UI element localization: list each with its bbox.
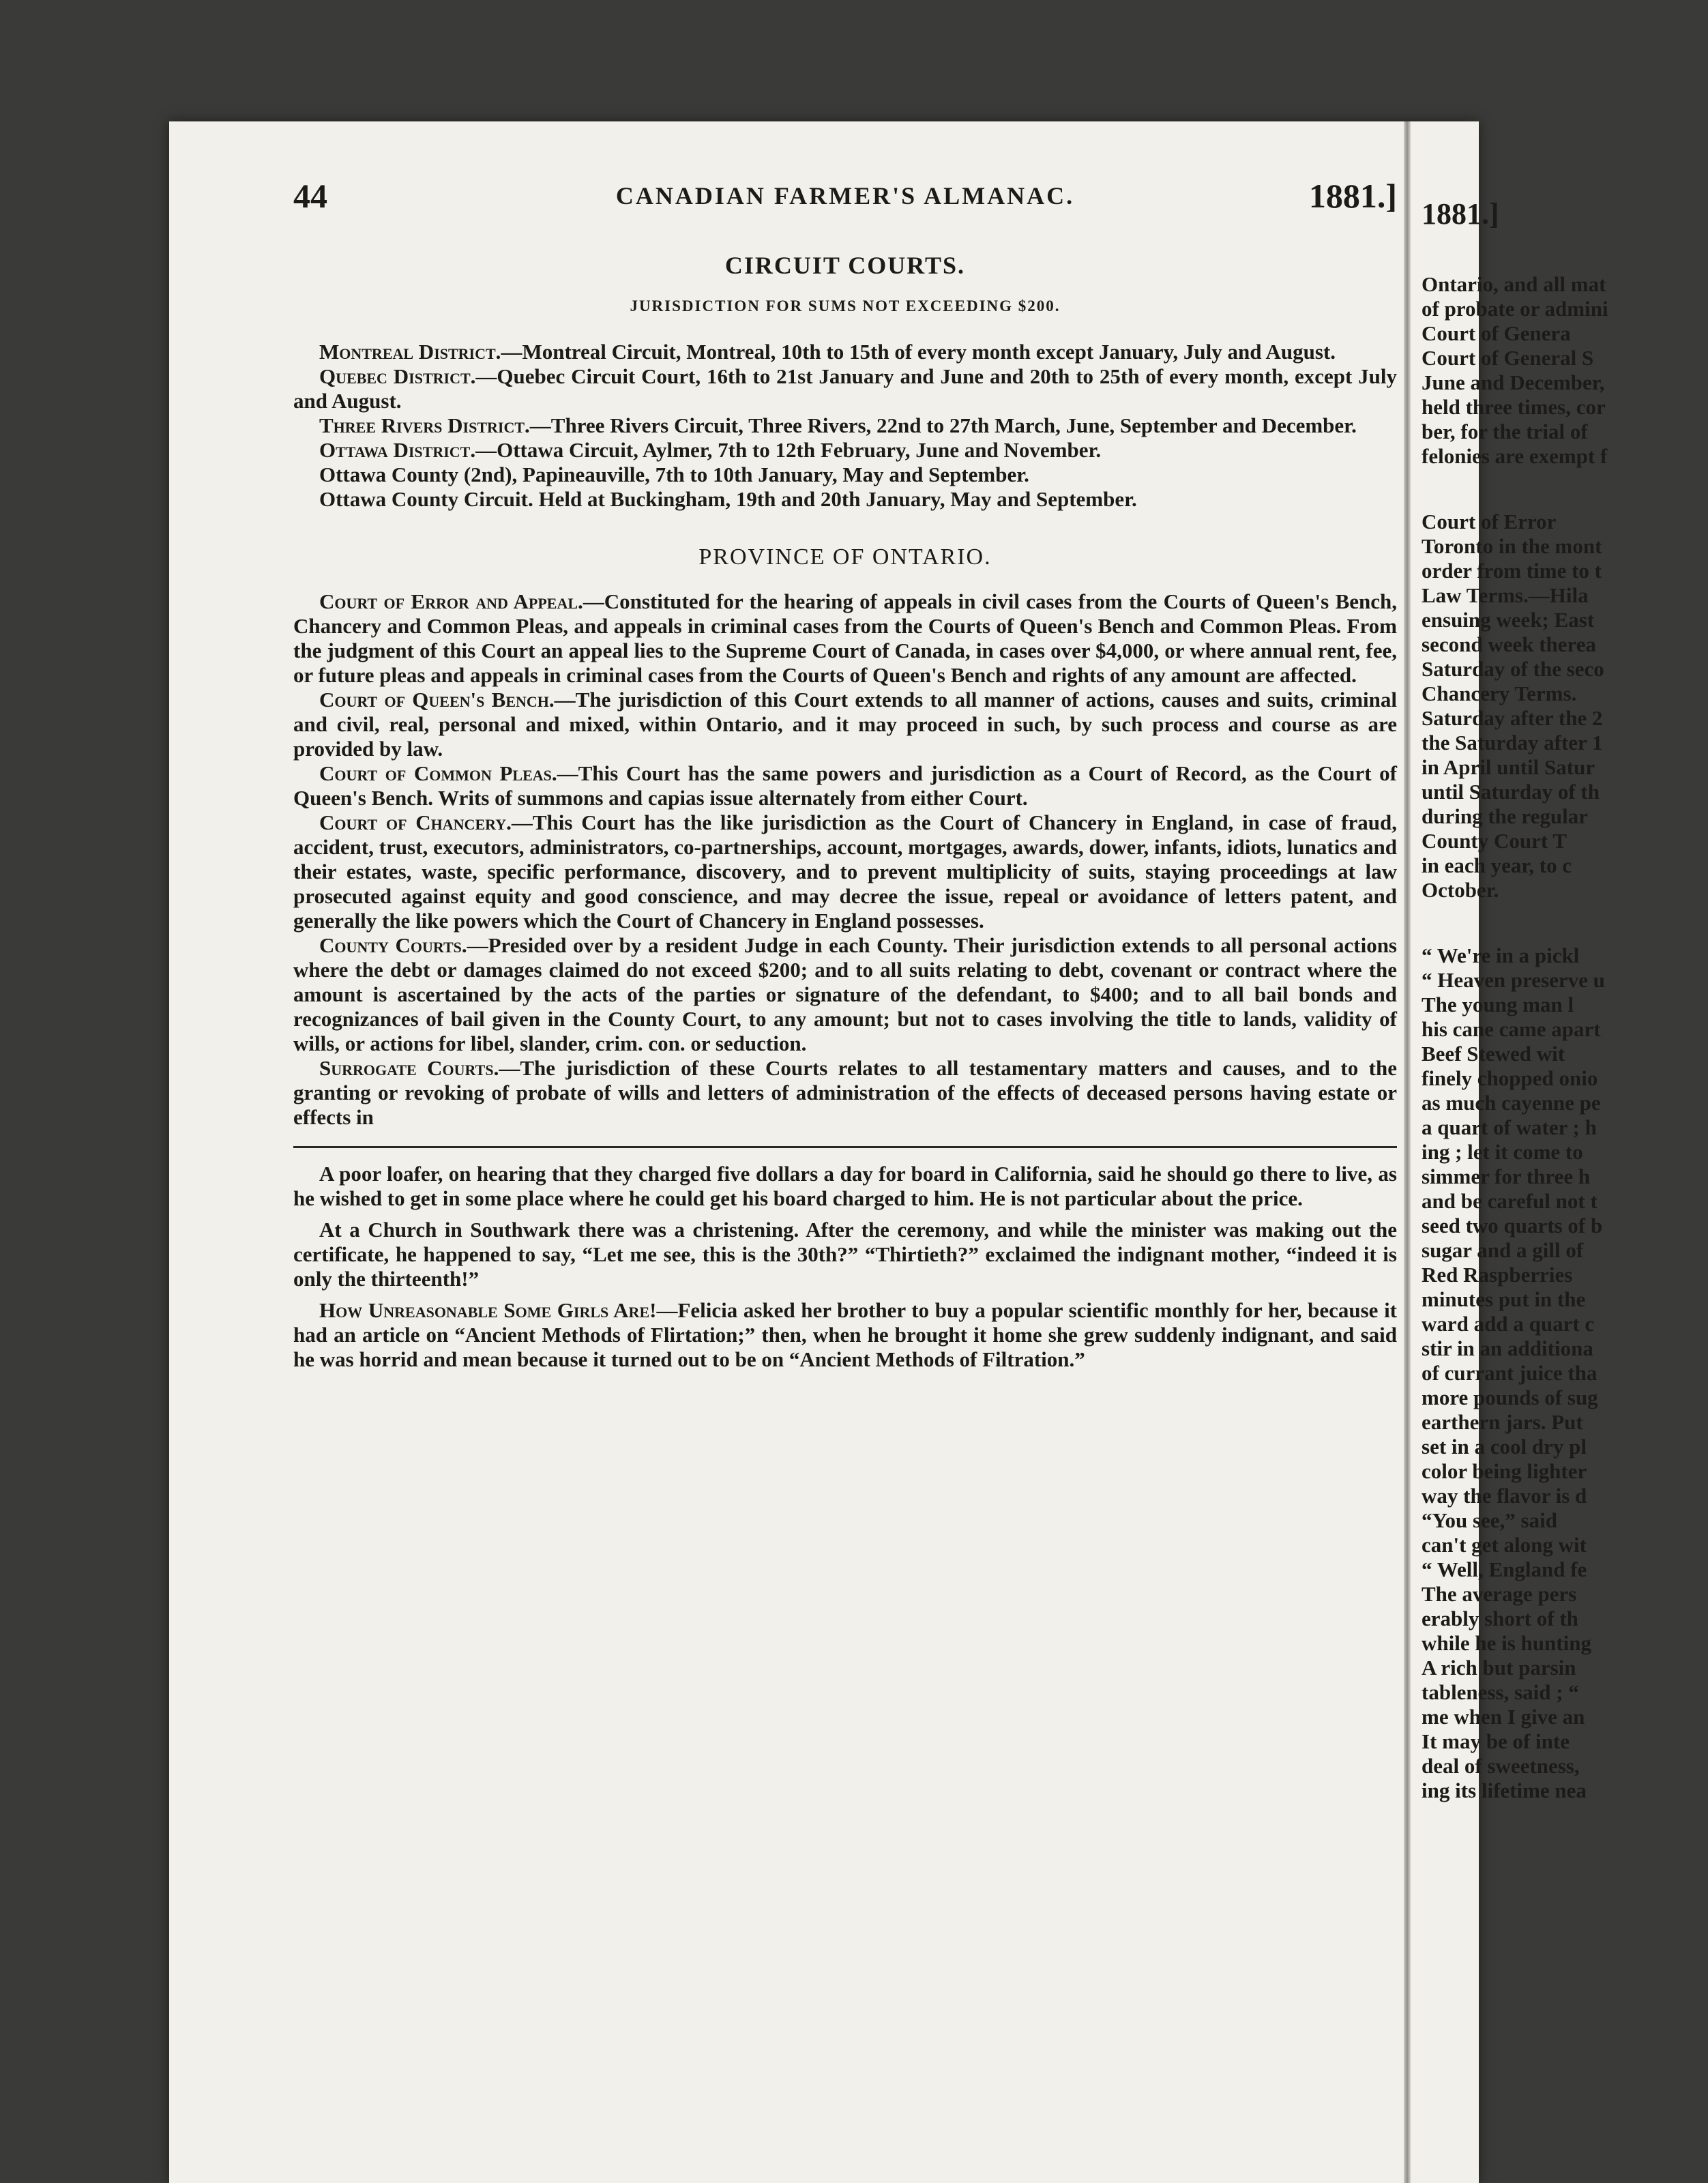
right-page-line: Court of Genera xyxy=(1422,321,1571,345)
paragraph-text: —Constituted for the hearing of appeals in civil cases from the Courts of Queen's Bench, Chancery and Common Pleas, and appeals in criminal cases from the Courts of Queen's Bench and Common Pleas. From the judgment of this Court an appeal lies to the Supreme Court of Canada, in cases over $4,000, or where annual rent, fee, or future pleas and appeals in criminal cases from the Courts of Queen's Bench and rights of any amount are affected. xyxy=(293,589,1398,687)
paragraph-lead: Court of Queen's Bench. xyxy=(319,688,555,712)
running-title: CANADIAN FARMER'S ALMANAC. xyxy=(615,182,1075,209)
right-page-line: stir in an additiona xyxy=(1422,1336,1593,1360)
right-page-line: order from time to t xyxy=(1422,559,1602,583)
paragraph-text: —Presided over by a resident Judge in each County. Their jurisdiction extends to all personal actions where the debt or damages claimed do not exceed $200; and to all suits relating to debt, covenant or contract where the amount is ascertained by the acts of the parties or signature of the defendant, to $400; and to all bail bonds and recognizances of bail given in the County Court, to any amount; but not to cases involving the title to lands, validity of wills, or actions for libel, slander, crim. con. or seduction. xyxy=(293,933,1397,1055)
page-number: 44 xyxy=(293,177,327,215)
circuit-court-entry xyxy=(293,487,1397,512)
circuit-courts-section xyxy=(293,340,1397,512)
right-page-line: “ We're in a pickl xyxy=(1422,943,1580,967)
right-page-line: “ Heaven preserve u xyxy=(1422,968,1605,992)
paragraph-lead: How Unreasonable Some Girls Are! xyxy=(319,1298,657,1322)
right-page-line: in April until Satur xyxy=(1422,755,1595,779)
right-page-line: erably short of th xyxy=(1422,1607,1578,1630)
right-page-line: ber, for the trial of xyxy=(1422,420,1588,443)
paragraph-lead: Court of Error and Appeal. xyxy=(319,589,583,613)
court-description xyxy=(293,933,1397,1056)
right-page-line: ward add a quart c xyxy=(1422,1312,1595,1336)
circuit-court-entry xyxy=(293,463,1397,487)
paragraph-text: At a Church in Southwark there was a christening. After the ceremony, and while the minister was making out the certificate, he happened to say, “Let me see, this is the 30th?” “Thirtieth?” exclaimed the indignant mother, “indeed it is only the thirteenth!” xyxy=(293,1218,1397,1291)
paragraph-text: —Montreal Circuit, Montreal, 10th to 15th of every month except January, July and August. xyxy=(501,340,1336,364)
circuit-courts-heading: CIRCUIT COURTS. xyxy=(724,252,966,279)
court-description xyxy=(293,761,1397,810)
right-page-line: It may be of inte xyxy=(1422,1729,1570,1753)
right-page-line: deal of sweetness, xyxy=(1422,1754,1580,1778)
right-page-gap xyxy=(1422,469,1708,510)
anecdote xyxy=(293,1162,1397,1211)
right-page-line: way the flavor is d xyxy=(1422,1484,1587,1508)
ontario-heading: PROVINCE OF ONTARIO. xyxy=(698,544,992,570)
right-page-line: Ontario, and all mat xyxy=(1422,272,1606,296)
right-page-line: of currant juice tha xyxy=(1422,1361,1597,1385)
right-page-line: second week therea xyxy=(1422,632,1596,656)
paragraph-text: Ottawa County (2nd), Papineauville, 7th to 10th January, May and September. xyxy=(319,463,1029,486)
right-page-line: Chancery Terms. xyxy=(1422,682,1577,705)
paragraph-text: —Three Rivers Circuit, Three Rivers, 22nd to 27th March, June, September and December. xyxy=(529,413,1357,437)
right-page-line: October. xyxy=(1422,878,1499,902)
right-page-line: until Saturday of th xyxy=(1422,780,1600,804)
right-page-line: and be careful not t xyxy=(1422,1189,1597,1213)
right-page-line: Red Raspberries xyxy=(1422,1263,1573,1287)
right-page-line: tableness, said ; “ xyxy=(1422,1680,1579,1704)
right-page-line: held three times, cor xyxy=(1422,395,1606,419)
right-page-line: simmer for three h xyxy=(1422,1164,1591,1188)
paragraph-text: —Quebec Circuit Court, 16th to 21st January and June and 20th to 25th of every month, except July and August. xyxy=(293,364,1398,413)
right-page-line: finely chopped onio xyxy=(1422,1066,1598,1090)
paragraph-text: —This Court has the same powers and jurisdiction as a Court of Record, as the Court of Queen's Bench. Writs of summons and capias issue alternately from either Court. xyxy=(293,761,1397,810)
left-page xyxy=(293,176,1397,2182)
right-page-line: as much cayenne pe xyxy=(1422,1091,1601,1115)
paragraph-lead: County Courts. xyxy=(319,933,467,957)
circuit-court-entry xyxy=(293,438,1397,463)
paragraph-text: Ottawa County Circuit. Held at Buckingham, 19th and 20th January, May and September. xyxy=(319,487,1137,511)
court-description xyxy=(293,589,1397,688)
header-year: 1881.] xyxy=(1308,177,1397,215)
paragraph-text: —Ottawa Circuit, Aylmer, 7th to 12th February, June and November. xyxy=(475,438,1102,462)
circuit-courts-subheading: JURISDICTION FOR SUMS NOT EXCEEDING $200. xyxy=(630,297,1061,314)
right-page-line: sugar and a gill of xyxy=(1422,1238,1584,1262)
right-page-year: 1881.] xyxy=(1422,197,1499,231)
right-page-line: of probate or admini xyxy=(1422,297,1608,321)
running-header xyxy=(293,176,1397,251)
right-page-line: “You see,” said xyxy=(1422,1508,1557,1532)
paragraph-lead: Court of Common Pleas. xyxy=(319,761,557,785)
right-page-line: Law Terms.—Hila xyxy=(1422,583,1589,607)
right-page-fragment xyxy=(1422,196,1608,2175)
book-gutter xyxy=(1404,121,1411,2183)
paragraph-lead: Montreal District. xyxy=(319,340,501,364)
paragraph-lead: Quebec District. xyxy=(319,364,476,388)
paragraph-lead: Surrogate Courts. xyxy=(319,1056,499,1080)
circuit-court-entry xyxy=(293,413,1397,438)
paragraph-text: —This Court has the like jurisdiction as the Court of Chancery in England, in case of fraud, accident, trust, executors, administrators, co-partnerships, account, mortgages, awards, dower, infants, idiots, lunatics and their estates, waste, specific performance, discovery, and to prevent multiplicity of suits, staying proceedings at law prosecuted against equity and good conscience, and may decree the issue, repeal or avoidance of letters patent, and generally the like powers which the Court of Chancery in England possesses. xyxy=(293,810,1397,933)
right-page-line: seed two quarts of b xyxy=(1422,1214,1603,1237)
right-page-line: the Saturday after 1 xyxy=(1422,731,1603,754)
right-page-line: ing ; let it come to xyxy=(1422,1140,1583,1164)
right-page-line: Saturday after the 2 xyxy=(1422,706,1603,730)
right-page-line: Toronto in the mont xyxy=(1422,534,1602,558)
paragraph-lead: Court of Chancery. xyxy=(319,810,512,834)
section-divider xyxy=(293,1146,1397,1148)
right-page-lines xyxy=(1422,272,1708,1803)
right-page-line: can't get along wit xyxy=(1422,1533,1587,1557)
right-page-line: ensuing week; East xyxy=(1422,608,1595,632)
right-page-line: minutes put in the xyxy=(1422,1287,1586,1311)
paragraph-lead: Ottawa District. xyxy=(319,438,476,462)
right-page-line: earthern jars. Put xyxy=(1422,1410,1583,1434)
right-page-line: A rich but parsin xyxy=(1422,1656,1576,1680)
right-page-line: County Court T xyxy=(1422,829,1567,853)
right-page-line: during the regular xyxy=(1422,804,1588,828)
scanned-page xyxy=(169,121,1608,2183)
right-page-line: ing its lifetime nea xyxy=(1422,1778,1587,1802)
right-page-line: The young man l xyxy=(1422,993,1574,1016)
right-page-line: The average pers xyxy=(1422,1582,1577,1606)
paragraph-text: —The jurisdiction of this Court extends to all manner of actions, causes and suits, criminal and civil, real, personal and mixed, within Ontario, and it may proceed in such, by such process and course as are provided by law. xyxy=(293,688,1397,761)
right-page-gap xyxy=(1422,903,1708,943)
paragraph-text: —Felicia asked her brother to buy a popular scientific monthly for her, because it had an article on “Ancient Methods of Flirtation;” then, when he brought it home she grew suddenly indignant, and said he was horrid and mean because it turned out to be on “Ancient Methods of Filtration.” xyxy=(293,1298,1398,1371)
anecdote xyxy=(293,1298,1397,1372)
right-page-line: Beef Stewed wit xyxy=(1422,1042,1565,1066)
right-page-line: a quart of water ; h xyxy=(1422,1115,1597,1139)
right-page-line: Court of General S xyxy=(1422,346,1594,370)
right-page-line: Court of Error xyxy=(1422,510,1557,533)
court-description xyxy=(293,810,1397,933)
ontario-section xyxy=(293,589,1397,1130)
paragraph-lead: Three Rivers District. xyxy=(319,413,530,437)
court-description xyxy=(293,1056,1397,1130)
right-page-line: “ Well, England fe xyxy=(1422,1557,1587,1581)
paragraph-text: A poor loafer, on hearing that they charged five dollars a day for board in California, said he should go there to live, as he wished to get in some place where he could get his board charged to him. He is not particular about the price. xyxy=(293,1162,1397,1210)
right-page-line: Saturday of the seco xyxy=(1422,657,1604,681)
circuit-court-entry xyxy=(293,364,1397,413)
right-page-line: while he is hunting xyxy=(1422,1631,1591,1655)
court-description xyxy=(293,688,1397,761)
right-page-line: his cane came apart xyxy=(1422,1017,1601,1041)
right-page-line: June and December, xyxy=(1422,370,1605,394)
paragraph-text: —The jurisdiction of these Courts relates to all testamentary matters and causes, and to the granting or revoking of probate of wills and letters of administration of the effects of deceased persons having estate or effects in xyxy=(293,1056,1397,1129)
right-page-line: felonies are exempt f xyxy=(1422,444,1608,468)
right-page-line: me when I give an xyxy=(1422,1705,1585,1729)
anecdotes-section xyxy=(293,1162,1397,1372)
right-page-line: color being lighter xyxy=(1422,1459,1587,1483)
circuit-court-entry xyxy=(293,340,1397,364)
right-page-line: more pounds of sug xyxy=(1422,1386,1598,1409)
right-page-line: set in a cool dry pl xyxy=(1422,1435,1587,1459)
anecdote xyxy=(293,1218,1397,1291)
right-page-line: in each year, to c xyxy=(1422,853,1572,877)
